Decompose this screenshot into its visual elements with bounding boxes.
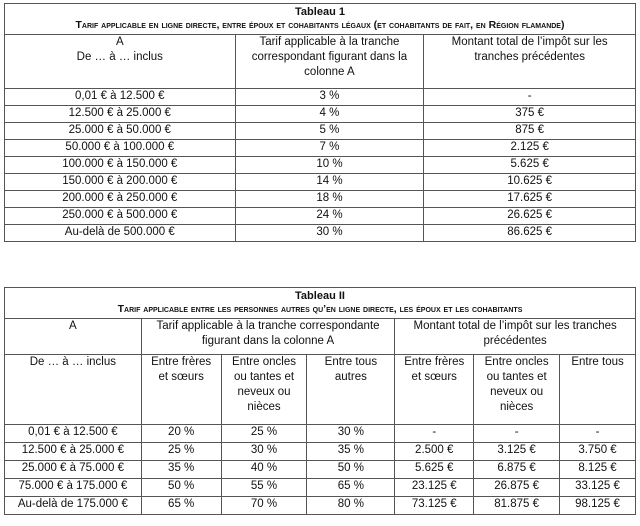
table-cell: 2.500 € [395, 443, 474, 461]
table-1-body [5, 89, 636, 242]
table-cell: 50.000 € à 100.000 € [5, 140, 236, 157]
table-cell: 25 % [221, 425, 307, 443]
table-cell: 55 % [221, 479, 307, 497]
table-cell: - [474, 425, 560, 443]
table-cell: Au-delà de 175.000 € [5, 497, 142, 515]
table-cell: 30 % [235, 225, 424, 242]
table-cell: 50 % [141, 479, 221, 497]
table-cell: 65 % [307, 479, 395, 497]
table-row [5, 174, 636, 191]
table-cell: 0,01 € à 12.500 € [5, 89, 236, 106]
table-cell: 73.125 € [395, 497, 474, 515]
table-row [5, 425, 636, 443]
table-2-title: Tableau II [295, 290, 345, 302]
table-cell: 75.000 € à 175.000 € [5, 479, 142, 497]
table-1 [4, 3, 636, 242]
table-2-subheader: Entre tous [560, 355, 636, 425]
table-cell: 250.000 € à 500.000 € [5, 208, 236, 225]
table-2 [4, 287, 636, 515]
table-2-subheader: Entre tous autres [307, 355, 395, 425]
table-cell: 5.625 € [395, 461, 474, 479]
table-cell: 25.000 € à 75.000 € [5, 461, 142, 479]
table-row [5, 208, 636, 225]
table-row [5, 106, 636, 123]
table-cell: 8.125 € [560, 461, 636, 479]
table-1-header-total: Montant total de l’impôt sur les tranches précédentes [424, 35, 636, 89]
table-cell: 24 % [235, 208, 424, 225]
table-cell: 50 % [307, 461, 395, 479]
table-cell: - [395, 425, 474, 443]
table-cell: 86.625 € [424, 225, 636, 242]
table-cell: 14 % [235, 174, 424, 191]
table-cell: 10.625 € [424, 174, 636, 191]
table-row [5, 461, 636, 479]
table-2-subheader: Entre oncles ou tantes et neveux ou nièces [221, 355, 307, 425]
table-cell: 200.000 € à 250.000 € [5, 191, 236, 208]
table-cell: 10 % [235, 157, 424, 174]
table-2-subheader: Entre frères et sœurs [395, 355, 474, 425]
table-2-subtitle: Tarif applicable entre les personnes autres qu’en ligne directe, les époux et les cohabitants [117, 303, 523, 315]
table-2-header-a-sub: De … à … inclus [5, 355, 142, 425]
table-cell: - [424, 89, 636, 106]
table-cell: 30 % [307, 425, 395, 443]
table-cell: 25 % [141, 443, 221, 461]
table-2-body [5, 425, 636, 515]
table-cell: - [560, 425, 636, 443]
table-cell: 35 % [307, 443, 395, 461]
table-cell: 2.125 € [424, 140, 636, 157]
table-cell: 12.500 € à 25.000 € [5, 443, 142, 461]
table-cell: 17.625 € [424, 191, 636, 208]
table-cell: 3.750 € [560, 443, 636, 461]
table-row [5, 497, 636, 515]
table-cell: 23.125 € [395, 479, 474, 497]
table-row [5, 479, 636, 497]
table-2-title-cell [5, 288, 636, 319]
table-cell: 35 % [141, 461, 221, 479]
table-cell: 40 % [221, 461, 307, 479]
table-2-header-total-group: Montant total de l’impôt sur les tranches précédentes [395, 319, 636, 355]
table-cell: 33.125 € [560, 479, 636, 497]
table-cell: 3 % [235, 89, 424, 106]
table-cell: 18 % [235, 191, 424, 208]
table-cell: 25.000 € à 50.000 € [5, 123, 236, 140]
table-cell: 30 % [221, 443, 307, 461]
table-cell: 6.875 € [474, 461, 560, 479]
table-row [5, 123, 636, 140]
table-cell: 375 € [424, 106, 636, 123]
table-1-title: Tableau 1 [295, 6, 345, 18]
table-cell: 12.500 € à 25.000 € [5, 106, 236, 123]
table-1-title-cell [5, 4, 636, 35]
table-cell: 98.125 € [560, 497, 636, 515]
table-row [5, 225, 636, 242]
table-cell: 26.625 € [424, 208, 636, 225]
table-cell: 3.125 € [474, 443, 560, 461]
table-row [5, 157, 636, 174]
table-2-header-a: A [5, 319, 142, 355]
table-2-header-rate-group: Tarif applicable à la tranche correspondante figurant dans la colonne A [141, 319, 395, 355]
table-1-header-a: A De … à … inclus [5, 35, 236, 89]
table-2-subheader: Entre frères et sœurs [141, 355, 221, 425]
table-cell: 150.000 € à 200.000 € [5, 174, 236, 191]
table-cell: 875 € [424, 123, 636, 140]
table-cell: 20 % [141, 425, 221, 443]
table-row [5, 191, 636, 208]
table-1-subtitle: Tarif applicable en ligne directe, entre époux et cohabitants légaux (et cohabitants de fait, en Région flamande) [75, 19, 565, 31]
table-cell: Au-delà de 500.000 € [5, 225, 236, 242]
table-1-header-rate: Tarif applicable à la tranche correspondant figurant dans la colonne A [235, 35, 424, 89]
table-cell: 7 % [235, 140, 424, 157]
table-row [5, 140, 636, 157]
table-cell: 100.000 € à 150.000 € [5, 157, 236, 174]
table-cell: 80 % [307, 497, 395, 515]
table-row [5, 443, 636, 461]
table-cell: 81.875 € [474, 497, 560, 515]
table-cell: 5.625 € [424, 157, 636, 174]
table-row [5, 89, 636, 106]
table-cell: 4 % [235, 106, 424, 123]
table-2-subheader: Entre oncles ou tantes et neveux ou nièces [474, 355, 560, 425]
table-cell: 0,01 € à 12.500 € [5, 425, 142, 443]
table-cell: 5 % [235, 123, 424, 140]
table-cell: 26.875 € [474, 479, 560, 497]
table-cell: 65 % [141, 497, 221, 515]
table-cell: 70 % [221, 497, 307, 515]
